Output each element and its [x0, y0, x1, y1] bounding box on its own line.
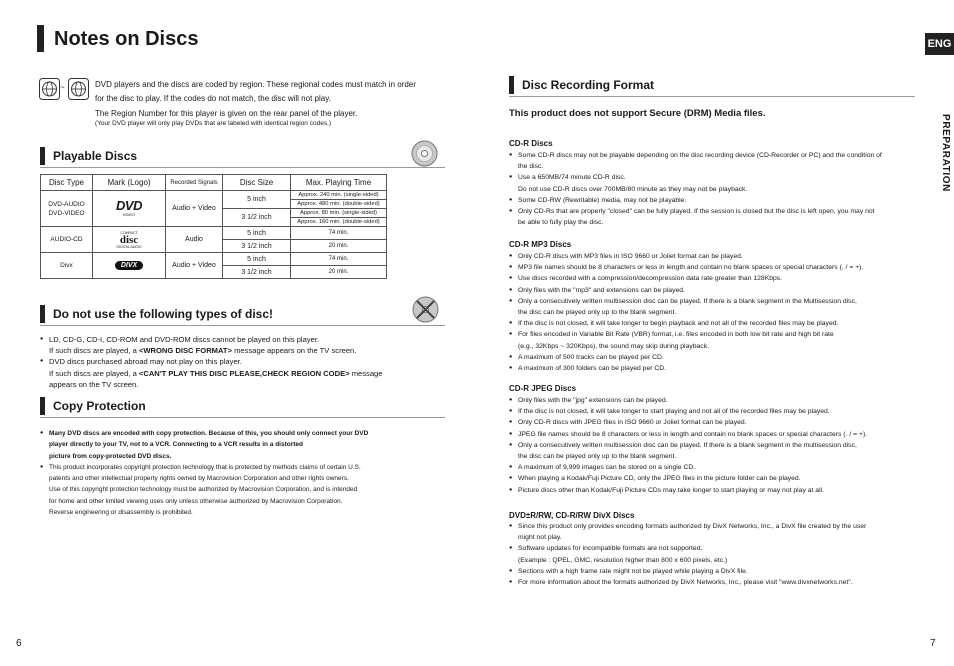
list-item: ● JPEG file names should be 8 characters or less in length and contain no blank spaces or special characters (. / = +). — [509, 429, 867, 440]
do-not-use-header — [40, 305, 445, 326]
list-item-cont: player directly to your TV, not to a VCR. Connecting to a VCR results in a distorted — [49, 441, 304, 449]
list-item-cont: be able to fully play the disc. — [518, 219, 604, 227]
list-item: ● Since this product only provides encoding formats authorized by DivX Networks, Inc., a DivX file created by the user — [509, 521, 866, 532]
intro-line-3: The Region Number for this player is given on the rear panel of the player. — [95, 108, 358, 118]
divx-signals: Audio + Video — [166, 253, 223, 279]
jpeg-list — [509, 395, 867, 496]
list-item: ● When playing a Kodak/Fuji Picture CD, only the JPEG files in the picture folder can be played. — [509, 473, 867, 484]
list-item: ● If the disc is not closed, it will take longer to start playing and not all of the recorded files may be played. — [509, 406, 867, 417]
playable-discs-header — [40, 147, 445, 168]
list-item: ● Software updates for incompatible formats are not supported. — [509, 543, 866, 554]
page-title: Notes on Discs — [54, 28, 199, 50]
list-item-cont: might not play. — [518, 534, 562, 542]
cd-time-1: 74 min. — [291, 227, 387, 240]
cd-size-5: 5 inch — [223, 227, 291, 240]
list-item: ● Only files with the "mp3" and extensions can be played. — [509, 285, 863, 296]
list-item: ● LD, CD-G, CD-I, CD-ROM and DVD-ROM discs cannot be played on this player. — [40, 334, 383, 345]
list-item-cont: the disc can be played only up to the blank segment. — [518, 453, 677, 461]
list-item-cont: (e.g., 32Kbps ~ 320Kbps), the sound may skip during playback. — [518, 342, 709, 350]
table-header-row — [41, 175, 387, 191]
list-item: ● Picture discs other than Kodak/Fuji Picture CDs may take longer to start playing or may not play at all. — [509, 485, 867, 496]
col-disc-size: Disc Size — [223, 175, 291, 191]
list-item: ● Sections with a high frame rate might not be played while playing a DivX file. — [509, 566, 866, 577]
cd-time-2: 20 min. — [291, 240, 387, 253]
dvd-signals: Audio + Video — [166, 191, 223, 227]
col-disc-type: Disc Type — [41, 175, 93, 191]
divx-logo-text: DIVX — [115, 261, 143, 270]
cd-signals: Audio — [166, 227, 223, 253]
dvd-logo-sub: VIDEO — [122, 212, 136, 217]
dvd-size-3: 3 1/2 inch — [223, 209, 291, 227]
section-bar — [40, 305, 45, 323]
copy-protection-header — [40, 397, 445, 418]
divx-heading: DVD±R/RW, CD-R/RW DivX Discs — [509, 511, 635, 520]
disc-recording-header — [509, 76, 915, 97]
list-item-cont: the disc. — [518, 163, 544, 171]
list-item: ● A maximum of 300 folders can be played per CD. — [509, 363, 863, 374]
copy-protection-list — [40, 428, 368, 518]
list-item: ● Only a consecutively written multisession disc can be played. If there is a blank segment in the multisession disc, — [509, 440, 867, 451]
cd-logo-top: COMPACT — [120, 230, 138, 235]
cdr-heading: CD-R Discs — [509, 139, 553, 148]
col-recorded-signals: Recorded Signals — [166, 175, 223, 191]
preparation-label: PREPARATION — [940, 114, 951, 192]
divx-time-1: 74 min. — [291, 253, 387, 266]
region-separator: ~ — [60, 83, 65, 92]
intro-line-2: for the disc to play. If the codes do not match, the disc will not play. — [95, 94, 331, 104]
list-item: ● Use a 650MB/74 minute CD-R disc. — [509, 172, 882, 183]
col-max-playing-time: Max. Playing Time — [291, 175, 387, 191]
playable-discs-heading: Playable Discs — [53, 149, 138, 163]
section-bar — [40, 147, 45, 165]
divx-disc-type: Divx — [41, 253, 93, 279]
list-item: ● A maximum of 500 tracks can be played per CD. — [509, 352, 863, 363]
list-item: ● If the disc is not closed, it will take longer to begin playback and not all of the recorded files may be played. — [509, 318, 863, 329]
section-bar — [40, 397, 45, 415]
list-item: ● Only files with the "jpg" extensions can be played. — [509, 395, 867, 406]
list-item: ● Only a consecutively written multisession disc can be played. If there is a blank segment in the Multisession disc, — [509, 296, 863, 307]
list-item: ● MP3 file names should be 8 characters or less in length and contain no blank spaces or special characters (. / = +). — [509, 262, 863, 273]
list-item-cont: Do not use CD-R discs over 700MB/80 minute as they may not be playback. — [518, 185, 748, 193]
list-item: ● For files encoded in Variable Bit Rate (VBR) format, i.e. files encoded in both low bit rate and high bit rate — [509, 329, 863, 340]
drm-notice: This product does not support Secure (DRM) Media files. — [509, 108, 766, 119]
cd-logo-sub: DIGITAL AUDIO — [116, 244, 142, 249]
list-item: ● Use discs recorded with a compression/decompression data rate greater than 128Kbps. — [509, 273, 863, 284]
dvd-time-4: Approx. 160 min. (double-sided) — [291, 218, 387, 227]
dvd-disc-type: DVD-AUDIO DVD-VIDEO — [41, 191, 93, 227]
cd-size-3: 3 1/2 inch — [223, 240, 291, 253]
page-number-left: 6 — [16, 638, 22, 649]
cd-disc-type: AUDIO-CD — [41, 227, 93, 253]
list-item: ● Only CD-R discs with MP3 files in ISO 9660 or Joliet format can be played. — [509, 251, 863, 262]
list-item-cont: for home and other limited viewing uses only unless otherwise authorized by Macrovision Corporation. — [49, 497, 343, 505]
intro-line-1: DVD players and the discs are coded by region. These regional codes must match in order — [95, 80, 416, 89]
do-not-use-list — [40, 334, 383, 390]
page-number-right: 7 — [930, 638, 936, 649]
dvd-time-3: Approx. 80 min. (single-sided) — [291, 209, 387, 218]
list-item-cont: If such discs are played, a <WRONG DISC FORMAT> message appears on the TV screen. — [49, 346, 357, 356]
list-item: ● Some CD-RW (Rewritable) media, may not be playable. — [509, 195, 882, 206]
divx-time-2: 20 min. — [291, 266, 387, 279]
list-item: ● Only CD-R discs with JPEG files in ISO 9660 or Joliet format can be played. — [509, 417, 867, 428]
list-item-cont: Use of this copyright protection technology must be authorized by Macrovision Corporation, and is intended — [49, 486, 358, 494]
list-item: ● A maximum of 9,999 images can be stored on a single CD. — [509, 462, 867, 473]
mp3-heading: CD-R MP3 Discs — [509, 240, 572, 249]
divx-size-3: 3 1/2 inch — [223, 266, 291, 279]
divx-size-5: 5 inch — [223, 253, 291, 266]
disc-recording-heading: Disc Recording Format — [522, 78, 655, 92]
cd-logo — [93, 227, 166, 253]
col-mark-logo: Mark (Logo) — [93, 175, 166, 191]
list-item: ● Many DVD discs are encoded with copy protection. Because of this, you should only connect your DVD — [40, 428, 368, 439]
cd-logo-text: disc — [119, 233, 139, 246]
copy-protection-heading: Copy Protection — [53, 399, 146, 413]
list-item: ● DVD discs purchased abroad may not play on this player. — [40, 356, 383, 367]
title-bar — [37, 25, 44, 52]
section-bar — [509, 76, 514, 94]
list-item: ● Some CD-R discs may not be playable depending on the disc recording device (CD-Recorder or PC) and the condition of — [509, 150, 882, 161]
dvd-logo-text: DVD — [116, 198, 142, 213]
cdr-list — [509, 150, 882, 228]
list-item-cont: (Example : QPEL, GMC, resolution higher than 800 x 600 pixels, etc.) — [518, 556, 728, 564]
dvd-time-1: Approx. 240 min. (single-sided) — [291, 191, 387, 200]
intro-note: (Your DVD player will only play DVDs that are labeled with identical region codes.) — [95, 120, 332, 127]
list-item-cont: picture from copy-protected DVD discs. — [49, 452, 172, 460]
mp3-list — [509, 251, 863, 374]
table-row — [41, 227, 387, 240]
jpeg-heading: CD-R JPEG Discs — [509, 384, 577, 393]
list-item-cont: the disc can be played only up to the blank segment. — [518, 309, 677, 317]
divx-list — [509, 521, 866, 588]
eng-tab: ENG — [925, 33, 954, 55]
list-item-cont: If such discs are played, a <CAN'T PLAY THIS DISC PLEASE,CHECK REGION CODE> message — [49, 368, 383, 378]
list-item: ● This product incorporates copyright protection technology that is protected by methods claims of certain U.S. — [40, 462, 368, 473]
playable-discs-table — [40, 174, 387, 279]
prohibited-disc-icon — [412, 296, 439, 323]
dvd-size-5: 5 inch — [223, 191, 291, 209]
preparation-tab — [921, 108, 954, 198]
list-item-cont: patents and other intellectual property rights owned by Macrovision Corporation and other rights owners. — [49, 475, 349, 483]
list-item-cont: appears on the TV screen. — [49, 379, 139, 389]
list-item: ● For more information about the formats authorized by DivX Networks, Inc., please visit "www.divxnetworks.net". — [509, 577, 866, 588]
list-item-cont: Reverse engineering or disassembly is prohibited. — [49, 509, 193, 517]
table-row — [41, 191, 387, 200]
dvd-logo — [93, 191, 166, 227]
do-not-use-heading: Do not use the following types of disc! — [53, 307, 274, 321]
dvd-time-2: Approx. 480 min. (double-sided) — [291, 200, 387, 209]
table-row — [41, 253, 387, 266]
list-item: ● Only CD-Rs that are properly "closed" can be fully played. If the session is closed but the disc is left open, you may not — [509, 206, 882, 217]
cd-disc-icon — [411, 140, 438, 167]
divx-logo — [93, 253, 166, 279]
intro-text — [95, 79, 455, 119]
